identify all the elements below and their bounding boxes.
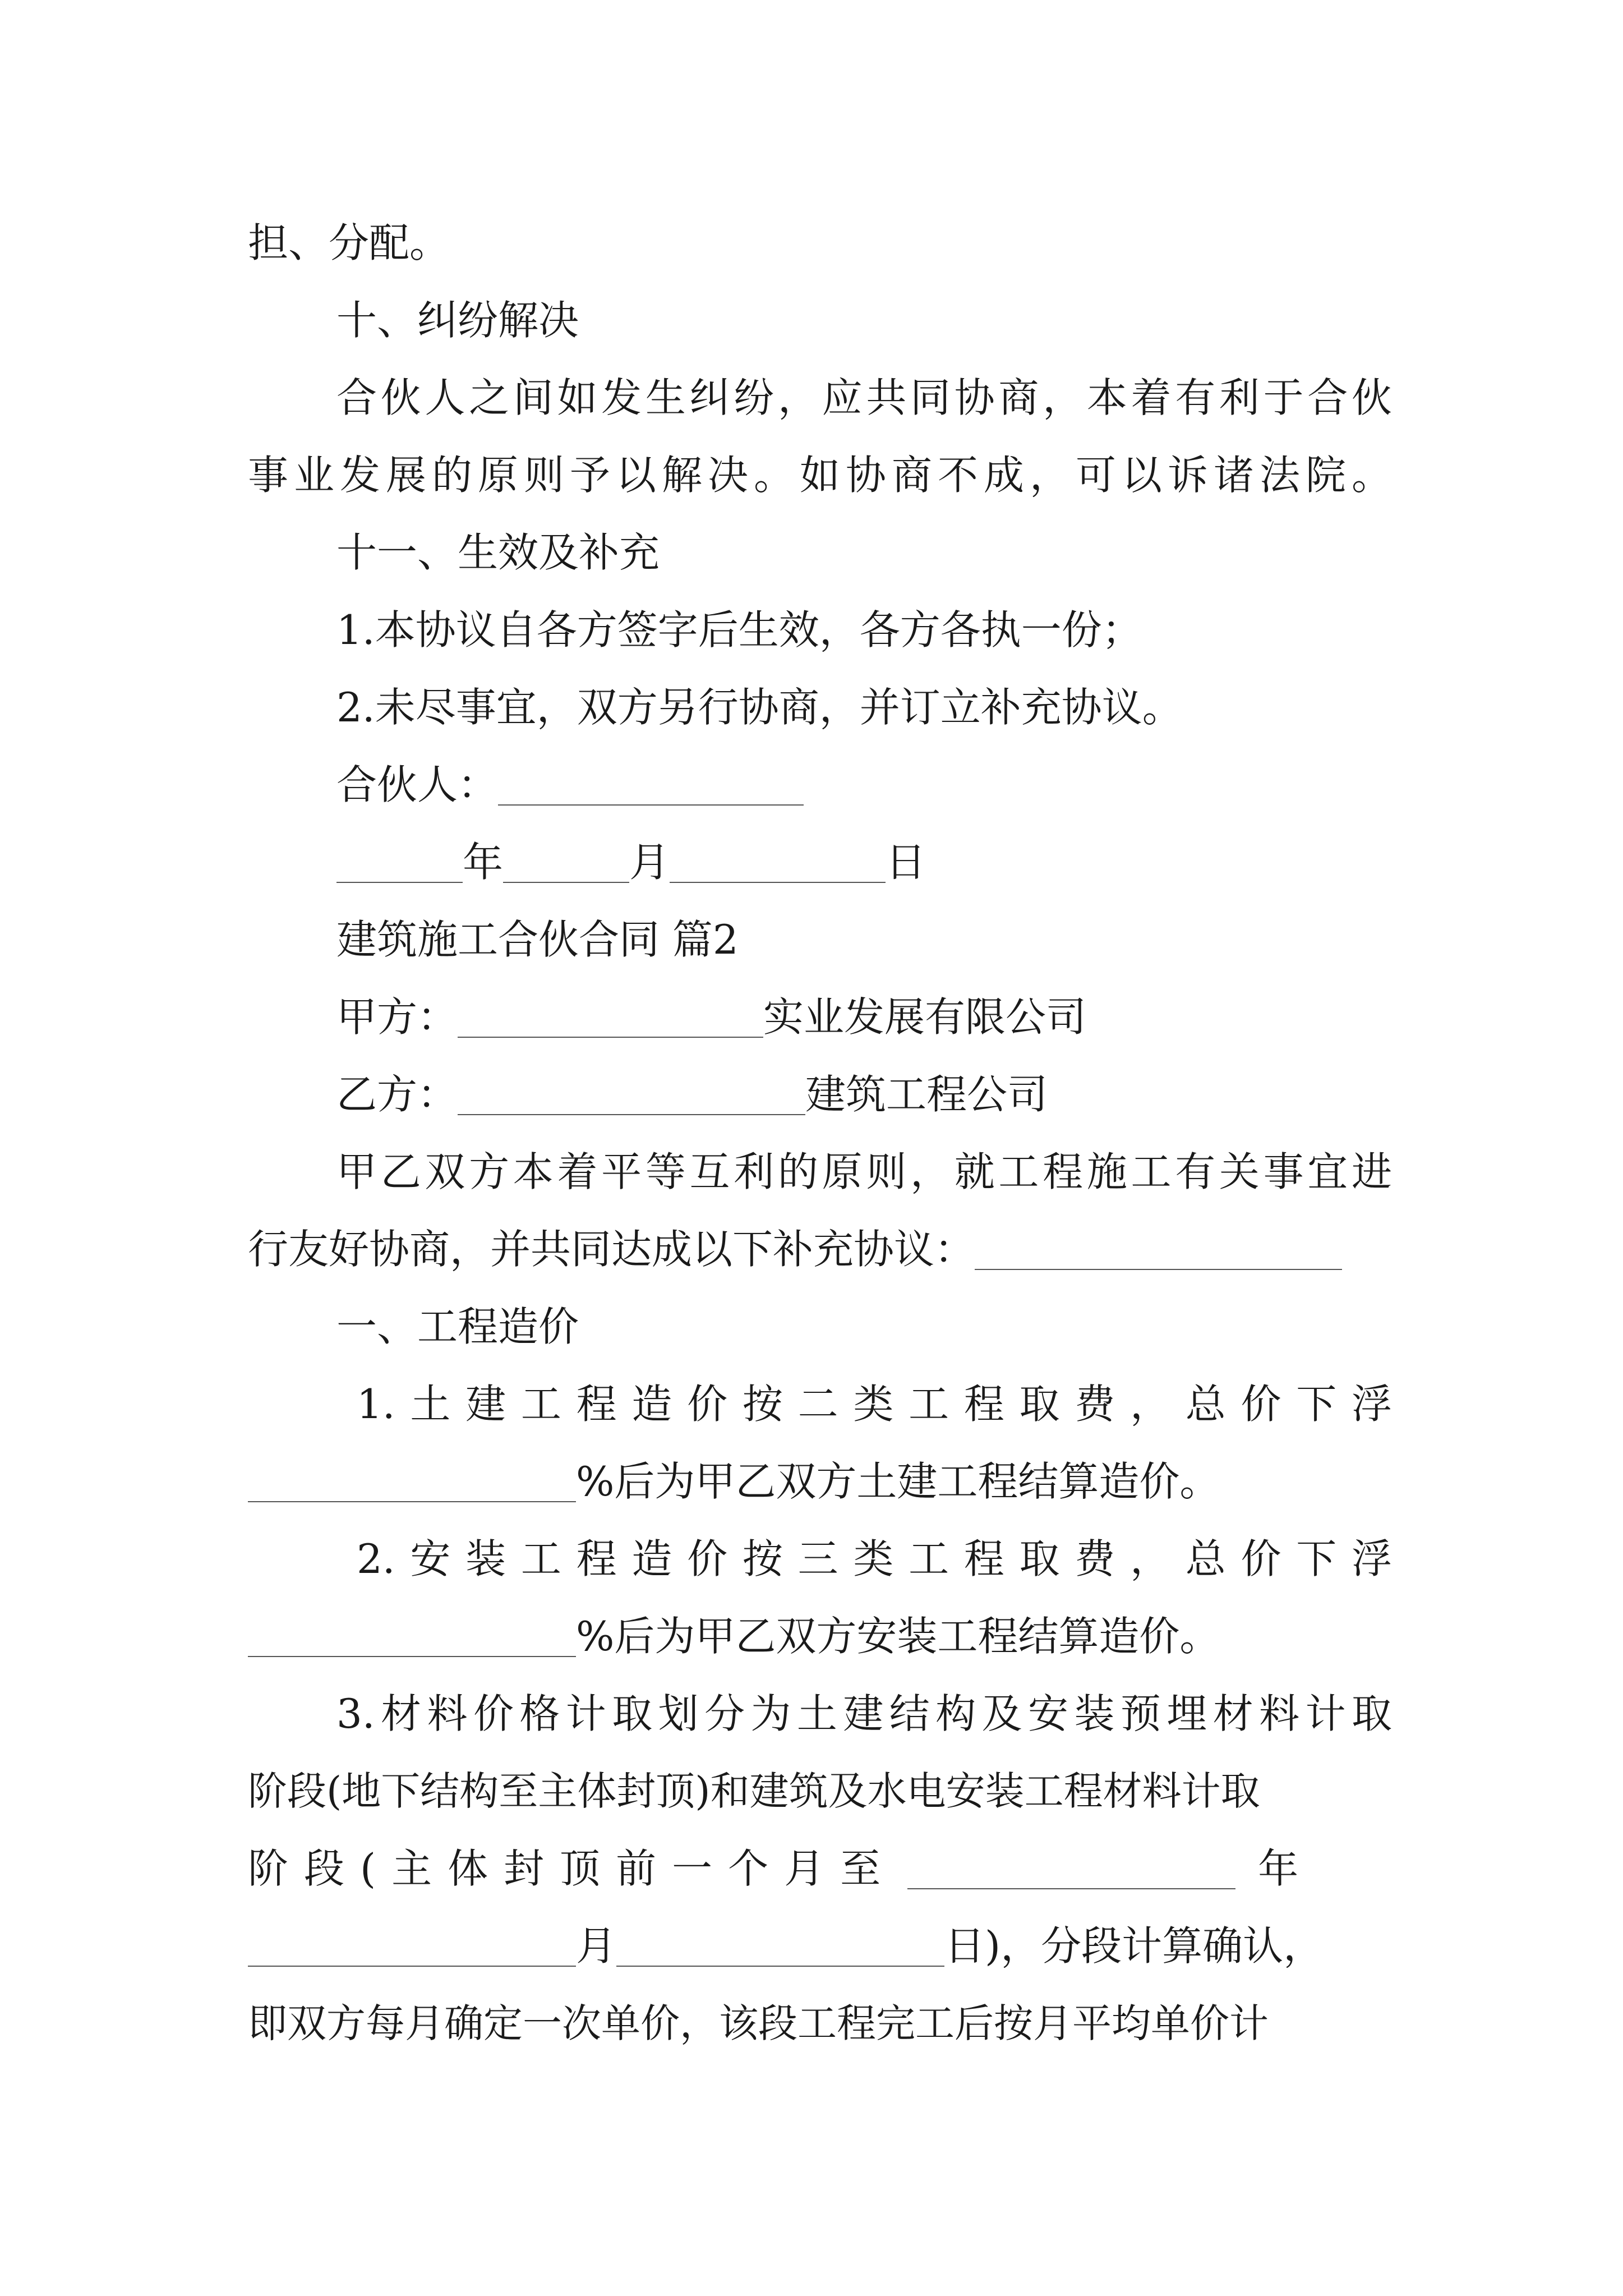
text-line — [357, 1520, 1392, 1598]
text-line — [336, 359, 1392, 436]
month-label: 月 — [629, 839, 670, 886]
year-blank — [907, 1848, 1235, 1889]
party-b-label: 乙方： — [336, 1071, 458, 1118]
text-line — [248, 1907, 1392, 1985]
section-title — [336, 901, 1392, 978]
heading-text: 十、纠纷解决 — [336, 297, 579, 344]
paragraph-text: 1.本协议自各方签字后生效，各方各执一份； — [336, 606, 1142, 654]
paragraph-text: 3.材料价格计取划分为土建结构及安装预埋材料计取 — [336, 1690, 1392, 1737]
paragraph-text: %后为甲乙双方安装工程结算造价。 — [576, 1613, 1220, 1660]
heading-text: 十一、生效及补充 — [336, 529, 660, 576]
text-line — [248, 1830, 1392, 1907]
partner-label: 合伙人： — [336, 761, 499, 808]
year-label: 年 — [463, 839, 504, 886]
date-line — [336, 823, 1392, 901]
discount-blank — [248, 1461, 576, 1502]
text-line — [357, 1365, 1392, 1443]
discount-blank — [248, 1616, 576, 1657]
text-line — [336, 591, 1392, 669]
paragraph-text: 阶段(主体封顶前一个月至 — [248, 1845, 897, 1892]
text-line — [336, 1133, 1392, 1211]
signature-line — [336, 746, 1392, 823]
paragraph-text: 合伙人之间如发生纠纷，应共同协商，本着有利于合伙 — [336, 374, 1392, 421]
year-label: 年 — [1258, 1845, 1299, 1892]
paragraph-text: 阶段(地下结构至主体封顶)和建筑及水电安装工程材料计取 — [248, 1768, 1260, 1814]
text-line — [336, 669, 1392, 746]
text-line — [248, 1598, 1392, 1675]
month-blank — [503, 841, 629, 883]
month-blank — [248, 1925, 576, 1967]
paragraph-text: 即双方每月确定一次单价，该段工程完工后按月平均单价计 — [248, 2000, 1269, 2046]
partner-blank — [498, 764, 804, 806]
party-a-label: 甲方： — [336, 993, 458, 1041]
party-b-suffix: 建筑工程公司 — [805, 1071, 1048, 1118]
paragraph-text: 事业发展的原则予以解决。如协商不成，可以诉诸法院。 — [248, 452, 1392, 499]
month-label: 月 — [576, 1922, 617, 1970]
party-a-blank — [458, 996, 763, 1038]
paragraph-text: 甲乙双方本着平等互利的原则，就工程施工有关事宜进 — [336, 1148, 1392, 1195]
section-heading — [336, 1288, 1392, 1365]
paragraph-text: 1.土建工程造价按二类工程取费，总价下浮 — [357, 1381, 1392, 1428]
day-label: 日 — [886, 839, 926, 886]
heading-text: 一、工程造价 — [336, 1303, 579, 1350]
year-blank — [336, 841, 463, 883]
party-a-suffix: 实业发展有限公司 — [763, 993, 1087, 1041]
text-line — [248, 1211, 1392, 1288]
paragraph-text: 日)，分段计算确认， — [944, 1922, 1324, 1970]
paragraph-text: 2.安装工程造价按三类工程取费，总价下浮 — [357, 1535, 1392, 1582]
agreement-blank — [975, 1228, 1342, 1270]
contract-title: 建筑施工合伙合同 篇2 — [336, 916, 739, 963]
text-line — [248, 436, 1392, 514]
paragraph-text: 担、分配。 — [248, 219, 450, 266]
section-heading — [336, 514, 1392, 591]
text-line — [248, 1443, 1392, 1520]
paragraph-text: 行友好协商，并共同达成以下补充协议： — [248, 1226, 975, 1273]
day-blank — [616, 1925, 944, 1967]
party-line — [336, 978, 1392, 1056]
party-line — [336, 1056, 1392, 1133]
text-line — [248, 1752, 1392, 1830]
paragraph-text: %后为甲乙双方土建工程结算造价。 — [576, 1458, 1220, 1505]
section-heading — [336, 282, 1392, 359]
text-line — [336, 1675, 1392, 1752]
day-blank — [670, 841, 886, 883]
text-line — [248, 204, 1392, 282]
text-line — [248, 1985, 1392, 2062]
party-b-blank — [458, 1074, 805, 1115]
paragraph-text: 2.未尽事宜，双方另行协商，并订立补充协议。 — [336, 684, 1183, 731]
